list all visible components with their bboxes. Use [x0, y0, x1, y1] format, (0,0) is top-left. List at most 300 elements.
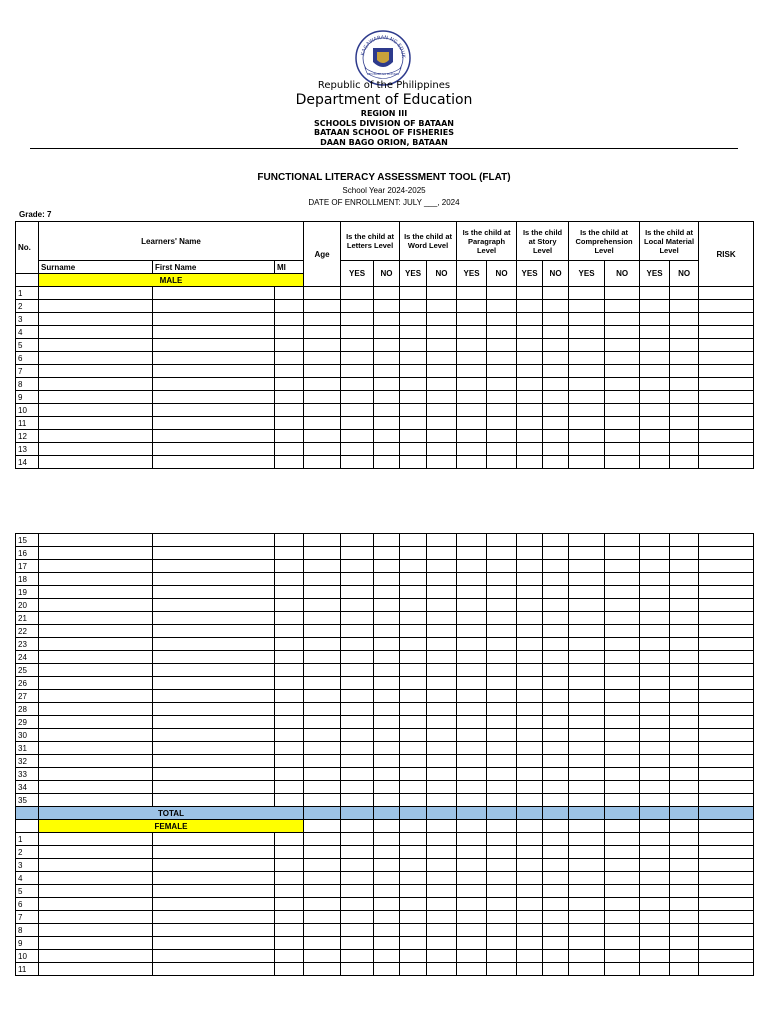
entry-cell[interactable] [153, 391, 275, 404]
entry-cell[interactable] [374, 547, 400, 560]
entry-cell[interactable] [605, 560, 640, 573]
entry-cell[interactable] [275, 794, 304, 807]
entry-cell[interactable] [487, 326, 517, 339]
entry-cell[interactable] [543, 612, 569, 625]
entry-cell[interactable] [699, 352, 754, 365]
entry-cell[interactable] [374, 391, 400, 404]
entry-cell[interactable] [543, 703, 569, 716]
entry-cell[interactable] [427, 378, 457, 391]
entry-cell[interactable] [640, 677, 670, 690]
entry-cell[interactable] [640, 313, 670, 326]
entry-cell[interactable] [374, 716, 400, 729]
entry-cell[interactable] [275, 300, 304, 313]
entry-cell[interactable] [605, 313, 640, 326]
entry-cell[interactable] [304, 430, 341, 443]
entry-cell[interactable] [569, 859, 605, 872]
entry-cell[interactable] [400, 456, 427, 469]
entry-cell[interactable] [304, 417, 341, 430]
entry-cell[interactable] [457, 937, 487, 950]
entry-cell[interactable] [543, 677, 569, 690]
entry-cell[interactable] [153, 586, 275, 599]
entry-cell[interactable] [487, 391, 517, 404]
entry-cell[interactable] [543, 859, 569, 872]
entry-cell[interactable] [640, 287, 670, 300]
entry-cell[interactable] [275, 443, 304, 456]
entry-cell[interactable] [605, 872, 640, 885]
entry-cell[interactable] [400, 339, 427, 352]
entry-cell[interactable] [543, 586, 569, 599]
entry-cell[interactable] [699, 911, 754, 924]
entry-cell[interactable] [640, 612, 670, 625]
entry-cell[interactable] [374, 404, 400, 417]
entry-cell[interactable] [153, 664, 275, 677]
entry-cell[interactable] [341, 898, 374, 911]
entry-cell[interactable] [304, 794, 341, 807]
entry-cell[interactable] [400, 963, 427, 976]
entry-cell[interactable] [543, 690, 569, 703]
entry-cell[interactable] [487, 937, 517, 950]
entry-cell[interactable] [487, 924, 517, 937]
entry-cell[interactable] [457, 872, 487, 885]
entry-cell[interactable] [39, 794, 153, 807]
entry-cell[interactable] [304, 885, 341, 898]
entry-cell[interactable] [487, 716, 517, 729]
entry-cell[interactable] [374, 937, 400, 950]
entry-cell[interactable] [341, 638, 374, 651]
entry-cell[interactable] [543, 781, 569, 794]
entry-cell[interactable] [275, 287, 304, 300]
entry-cell[interactable] [341, 846, 374, 859]
entry-cell[interactable] [670, 664, 699, 677]
entry-cell[interactable] [341, 599, 374, 612]
entry-cell[interactable] [543, 404, 569, 417]
entry-cell[interactable] [543, 378, 569, 391]
entry-cell[interactable] [569, 430, 605, 443]
entry-cell[interactable] [304, 703, 341, 716]
entry-cell[interactable] [275, 352, 304, 365]
entry-cell[interactable] [153, 677, 275, 690]
entry-cell[interactable] [605, 703, 640, 716]
entry-cell[interactable] [374, 560, 400, 573]
entry-cell[interactable] [569, 963, 605, 976]
entry-cell[interactable] [457, 651, 487, 664]
entry-cell[interactable] [341, 794, 374, 807]
entry-cell[interactable] [670, 716, 699, 729]
entry-cell[interactable] [543, 638, 569, 651]
entry-cell[interactable] [569, 352, 605, 365]
entry-cell[interactable] [640, 742, 670, 755]
entry-cell[interactable] [374, 456, 400, 469]
entry-cell[interactable] [605, 950, 640, 963]
entry-cell[interactable] [39, 703, 153, 716]
entry-cell[interactable] [699, 768, 754, 781]
entry-cell[interactable] [153, 859, 275, 872]
entry-cell[interactable] [543, 885, 569, 898]
entry-cell[interactable] [275, 924, 304, 937]
entry-cell[interactable] [275, 365, 304, 378]
entry-cell[interactable] [457, 950, 487, 963]
entry-cell[interactable] [457, 391, 487, 404]
entry-cell[interactable] [543, 313, 569, 326]
entry-cell[interactable] [569, 677, 605, 690]
entry-cell[interactable] [153, 794, 275, 807]
entry-cell[interactable] [153, 742, 275, 755]
entry-cell[interactable] [517, 846, 543, 859]
entry-cell[interactable] [569, 313, 605, 326]
entry-cell[interactable] [605, 677, 640, 690]
entry-cell[interactable] [275, 716, 304, 729]
entry-cell[interactable] [427, 391, 457, 404]
entry-cell[interactable] [304, 547, 341, 560]
entry-cell[interactable] [304, 352, 341, 365]
entry-cell[interactable] [569, 365, 605, 378]
entry-cell[interactable] [640, 326, 670, 339]
entry-cell[interactable] [543, 573, 569, 586]
entry-cell[interactable] [670, 326, 699, 339]
entry-cell[interactable] [517, 391, 543, 404]
entry-cell[interactable] [374, 443, 400, 456]
entry-cell[interactable] [457, 846, 487, 859]
entry-cell[interactable] [569, 417, 605, 430]
entry-cell[interactable] [457, 417, 487, 430]
entry-cell[interactable] [427, 924, 457, 937]
entry-cell[interactable] [517, 430, 543, 443]
entry-cell[interactable] [543, 599, 569, 612]
entry-cell[interactable] [39, 339, 153, 352]
entry-cell[interactable] [699, 300, 754, 313]
entry-cell[interactable] [39, 755, 153, 768]
entry-cell[interactable] [275, 963, 304, 976]
entry-cell[interactable] [341, 755, 374, 768]
entry-cell[interactable] [699, 755, 754, 768]
entry-cell[interactable] [427, 547, 457, 560]
entry-cell[interactable] [374, 313, 400, 326]
entry-cell[interactable] [374, 794, 400, 807]
entry-cell[interactable] [39, 391, 153, 404]
entry-cell[interactable] [605, 326, 640, 339]
entry-cell[interactable] [699, 716, 754, 729]
entry-cell[interactable] [275, 599, 304, 612]
entry-cell[interactable] [341, 456, 374, 469]
entry-cell[interactable] [427, 859, 457, 872]
entry-cell[interactable] [374, 833, 400, 846]
entry-cell[interactable] [640, 625, 670, 638]
entry-cell[interactable] [569, 638, 605, 651]
entry-cell[interactable] [670, 313, 699, 326]
entry-cell[interactable] [670, 781, 699, 794]
entry-cell[interactable] [640, 664, 670, 677]
entry-cell[interactable] [670, 742, 699, 755]
entry-cell[interactable] [275, 859, 304, 872]
entry-cell[interactable] [517, 781, 543, 794]
entry-cell[interactable] [569, 547, 605, 560]
entry-cell[interactable] [39, 326, 153, 339]
entry-cell[interactable] [487, 703, 517, 716]
entry-cell[interactable] [304, 638, 341, 651]
entry-cell[interactable] [569, 378, 605, 391]
entry-cell[interactable] [699, 872, 754, 885]
entry-cell[interactable] [427, 937, 457, 950]
entry-cell[interactable] [153, 755, 275, 768]
entry-cell[interactable] [670, 651, 699, 664]
entry-cell[interactable] [341, 924, 374, 937]
entry-cell[interactable] [304, 755, 341, 768]
entry-cell[interactable] [153, 443, 275, 456]
entry-cell[interactable] [487, 365, 517, 378]
entry-cell[interactable] [699, 924, 754, 937]
entry-cell[interactable] [605, 742, 640, 755]
entry-cell[interactable] [605, 690, 640, 703]
entry-cell[interactable] [400, 794, 427, 807]
entry-cell[interactable] [640, 651, 670, 664]
entry-cell[interactable] [487, 729, 517, 742]
entry-cell[interactable] [543, 456, 569, 469]
entry-cell[interactable] [487, 625, 517, 638]
entry-cell[interactable] [427, 586, 457, 599]
entry-cell[interactable] [517, 300, 543, 313]
entry-cell[interactable] [487, 378, 517, 391]
entry-cell[interactable] [400, 326, 427, 339]
entry-cell[interactable] [341, 833, 374, 846]
entry-cell[interactable] [517, 937, 543, 950]
entry-cell[interactable] [374, 924, 400, 937]
entry-cell[interactable] [341, 690, 374, 703]
entry-cell[interactable] [304, 599, 341, 612]
entry-cell[interactable] [569, 846, 605, 859]
entry-cell[interactable] [39, 625, 153, 638]
entry-cell[interactable] [543, 716, 569, 729]
entry-cell[interactable] [374, 664, 400, 677]
entry-cell[interactable] [670, 924, 699, 937]
entry-cell[interactable] [699, 339, 754, 352]
entry-cell[interactable] [605, 716, 640, 729]
entry-cell[interactable] [517, 742, 543, 755]
entry-cell[interactable] [341, 417, 374, 430]
entry-cell[interactable] [569, 716, 605, 729]
entry-cell[interactable] [670, 937, 699, 950]
entry-cell[interactable] [341, 352, 374, 365]
entry-cell[interactable] [400, 950, 427, 963]
entry-cell[interactable] [605, 612, 640, 625]
entry-cell[interactable] [569, 599, 605, 612]
entry-cell[interactable] [640, 937, 670, 950]
entry-cell[interactable] [605, 586, 640, 599]
entry-cell[interactable] [304, 859, 341, 872]
entry-cell[interactable] [39, 950, 153, 963]
entry-cell[interactable] [605, 547, 640, 560]
entry-cell[interactable] [569, 534, 605, 547]
entry-cell[interactable] [640, 703, 670, 716]
entry-cell[interactable] [457, 443, 487, 456]
entry-cell[interactable] [517, 313, 543, 326]
entry-cell[interactable] [670, 794, 699, 807]
entry-cell[interactable] [400, 885, 427, 898]
entry-cell[interactable] [457, 547, 487, 560]
entry-cell[interactable] [543, 924, 569, 937]
entry-cell[interactable] [640, 547, 670, 560]
entry-cell[interactable] [304, 586, 341, 599]
entry-cell[interactable] [569, 729, 605, 742]
entry-cell[interactable] [543, 430, 569, 443]
entry-cell[interactable] [400, 586, 427, 599]
entry-cell[interactable] [400, 625, 427, 638]
entry-cell[interactable] [341, 378, 374, 391]
entry-cell[interactable] [153, 781, 275, 794]
entry-cell[interactable] [39, 716, 153, 729]
entry-cell[interactable] [153, 690, 275, 703]
entry-cell[interactable] [374, 911, 400, 924]
entry-cell[interactable] [517, 365, 543, 378]
entry-cell[interactable] [304, 963, 341, 976]
entry-cell[interactable] [39, 586, 153, 599]
entry-cell[interactable] [699, 534, 754, 547]
entry-cell[interactable] [153, 573, 275, 586]
entry-cell[interactable] [374, 430, 400, 443]
entry-cell[interactable] [153, 937, 275, 950]
entry-cell[interactable] [427, 534, 457, 547]
entry-cell[interactable] [39, 846, 153, 859]
entry-cell[interactable] [275, 313, 304, 326]
entry-cell[interactable] [457, 560, 487, 573]
entry-cell[interactable] [670, 755, 699, 768]
entry-cell[interactable] [670, 872, 699, 885]
entry-cell[interactable] [341, 573, 374, 586]
entry-cell[interactable] [275, 898, 304, 911]
entry-cell[interactable] [400, 703, 427, 716]
entry-cell[interactable] [670, 456, 699, 469]
entry-cell[interactable] [427, 677, 457, 690]
entry-cell[interactable] [400, 378, 427, 391]
entry-cell[interactable] [670, 638, 699, 651]
entry-cell[interactable] [670, 378, 699, 391]
entry-cell[interactable] [543, 911, 569, 924]
entry-cell[interactable] [457, 677, 487, 690]
entry-cell[interactable] [374, 378, 400, 391]
entry-cell[interactable] [517, 573, 543, 586]
entry-cell[interactable] [275, 651, 304, 664]
entry-cell[interactable] [153, 729, 275, 742]
entry-cell[interactable] [699, 781, 754, 794]
entry-cell[interactable] [640, 833, 670, 846]
entry-cell[interactable] [699, 703, 754, 716]
entry-cell[interactable] [400, 417, 427, 430]
entry-cell[interactable] [400, 287, 427, 300]
entry-cell[interactable] [517, 664, 543, 677]
entry-cell[interactable] [487, 872, 517, 885]
entry-cell[interactable] [427, 755, 457, 768]
entry-cell[interactable] [304, 651, 341, 664]
entry-cell[interactable] [39, 573, 153, 586]
entry-cell[interactable] [275, 573, 304, 586]
entry-cell[interactable] [153, 365, 275, 378]
entry-cell[interactable] [670, 287, 699, 300]
entry-cell[interactable] [487, 690, 517, 703]
entry-cell[interactable] [341, 339, 374, 352]
entry-cell[interactable] [153, 898, 275, 911]
entry-cell[interactable] [640, 924, 670, 937]
entry-cell[interactable] [457, 690, 487, 703]
entry-cell[interactable] [487, 677, 517, 690]
entry-cell[interactable] [457, 599, 487, 612]
entry-cell[interactable] [400, 716, 427, 729]
entry-cell[interactable] [39, 742, 153, 755]
entry-cell[interactable] [153, 950, 275, 963]
entry-cell[interactable] [543, 365, 569, 378]
entry-cell[interactable] [517, 898, 543, 911]
entry-cell[interactable] [670, 430, 699, 443]
entry-cell[interactable] [670, 729, 699, 742]
entry-cell[interactable] [427, 443, 457, 456]
entry-cell[interactable] [304, 612, 341, 625]
entry-cell[interactable] [670, 703, 699, 716]
entry-cell[interactable] [487, 781, 517, 794]
entry-cell[interactable] [543, 417, 569, 430]
entry-cell[interactable] [569, 898, 605, 911]
entry-cell[interactable] [670, 625, 699, 638]
entry-cell[interactable] [304, 937, 341, 950]
entry-cell[interactable] [699, 859, 754, 872]
entry-cell[interactable] [304, 898, 341, 911]
entry-cell[interactable] [487, 287, 517, 300]
entry-cell[interactable] [543, 352, 569, 365]
entry-cell[interactable] [374, 885, 400, 898]
entry-cell[interactable] [487, 768, 517, 781]
entry-cell[interactable] [39, 937, 153, 950]
entry-cell[interactable] [605, 391, 640, 404]
entry-cell[interactable] [39, 599, 153, 612]
entry-cell[interactable] [517, 768, 543, 781]
entry-cell[interactable] [640, 885, 670, 898]
entry-cell[interactable] [304, 781, 341, 794]
entry-cell[interactable] [699, 625, 754, 638]
entry-cell[interactable] [640, 404, 670, 417]
entry-cell[interactable] [543, 898, 569, 911]
entry-cell[interactable] [670, 833, 699, 846]
entry-cell[interactable] [517, 326, 543, 339]
entry-cell[interactable] [699, 846, 754, 859]
entry-cell[interactable] [640, 950, 670, 963]
entry-cell[interactable] [153, 846, 275, 859]
entry-cell[interactable] [304, 846, 341, 859]
entry-cell[interactable] [457, 911, 487, 924]
entry-cell[interactable] [640, 430, 670, 443]
entry-cell[interactable] [427, 313, 457, 326]
entry-cell[interactable] [640, 716, 670, 729]
entry-cell[interactable] [400, 560, 427, 573]
entry-cell[interactable] [605, 404, 640, 417]
entry-cell[interactable] [39, 768, 153, 781]
entry-cell[interactable] [275, 612, 304, 625]
entry-cell[interactable] [543, 963, 569, 976]
entry-cell[interactable] [670, 404, 699, 417]
entry-cell[interactable] [517, 339, 543, 352]
entry-cell[interactable] [427, 898, 457, 911]
entry-cell[interactable] [374, 599, 400, 612]
entry-cell[interactable] [400, 833, 427, 846]
entry-cell[interactable] [699, 794, 754, 807]
entry-cell[interactable] [457, 859, 487, 872]
entry-cell[interactable] [39, 729, 153, 742]
entry-cell[interactable] [341, 560, 374, 573]
entry-cell[interactable] [543, 339, 569, 352]
entry-cell[interactable] [153, 651, 275, 664]
entry-cell[interactable] [341, 872, 374, 885]
entry-cell[interactable] [275, 950, 304, 963]
entry-cell[interactable] [374, 846, 400, 859]
entry-cell[interactable] [457, 586, 487, 599]
entry-cell[interactable] [670, 300, 699, 313]
entry-cell[interactable] [699, 963, 754, 976]
